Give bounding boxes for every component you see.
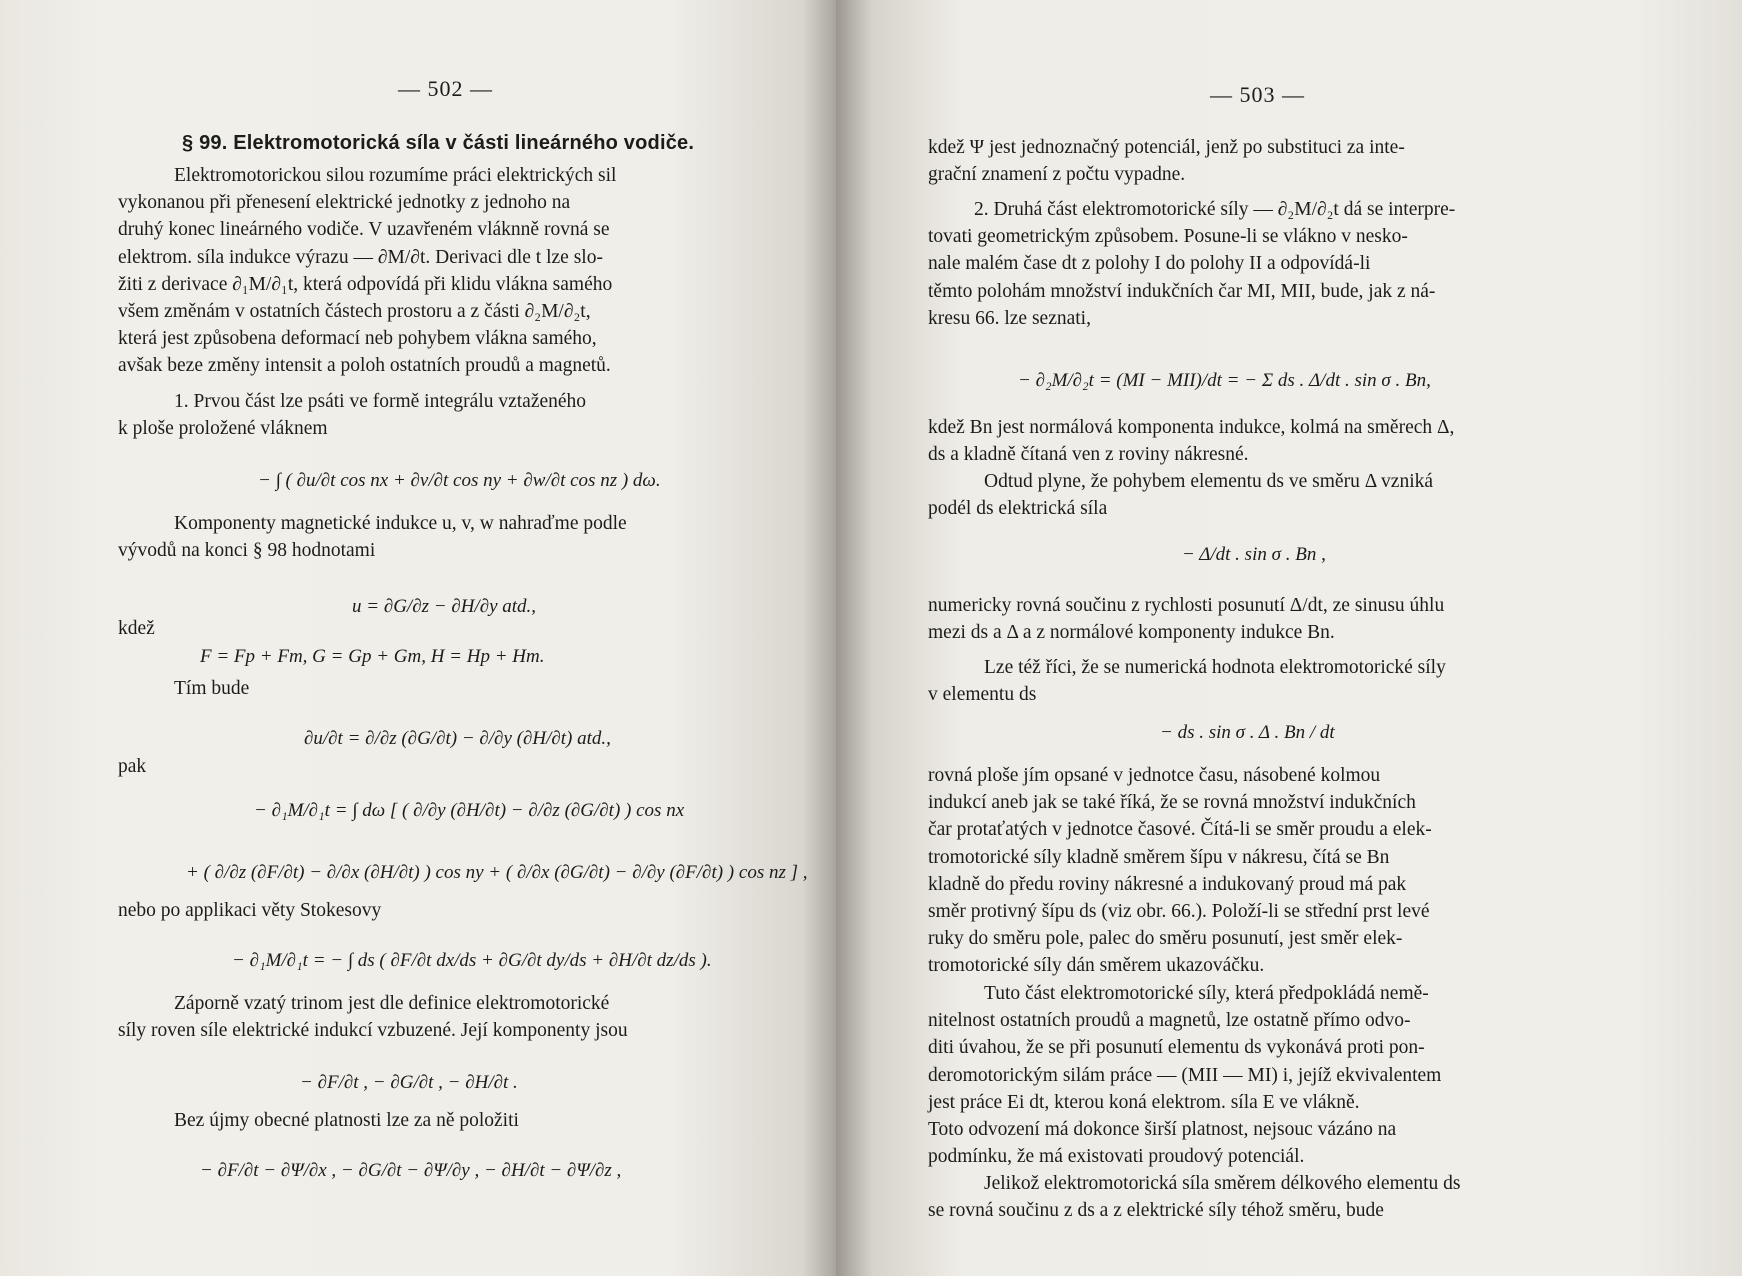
paragraph-8 [928,980,1628,1170]
text-line: Komponenty magnetické indukce u, v, w nahraďme podle [174,513,627,534]
paragraph-5 [928,592,1628,646]
section-heading: § 99. Elektromotorická síla v části lineárného vodiče. [182,132,695,154]
text-line: jest práce Ei dt, kterou koná elektrom. síla E ve vlákně. [928,1091,1360,1113]
first-part-paragraph [118,388,770,442]
equation-1: − ∫ ( ∂u/∂t cos nx + ∂v/∂t cos ny + ∂w/∂t cos nz ) dω. [258,470,661,491]
text-line: grační znamení z počtu vypadne. [928,164,1186,186]
text-line: Odtud plyne, že pohybem elementu ds ve směru Δ vzniká [984,471,1434,492]
equation-11: − ds . sin σ . Δ . Bn / dt [1160,722,1335,743]
text-line: avšak beze změny intensit a poloh ostatních proudů a magnetů. [118,355,611,377]
equation-2: u = ∂G/∂z − ∂H/∂y atd., [352,596,537,617]
text-line: podmínku, že má existovati proudový potenciál. [928,1146,1305,1168]
text-stokes: nebo po applikaci věty Stokesovy [118,900,382,921]
text-line: žiti z derivace ∂₁M/∂₁t, která odpovídá při klidu vlákna samého [118,273,613,295]
equation-5b: + ( ∂/∂z (∂F/∂t) − ∂/∂x (∂H/∂t) ) cos ny + ( ∂/∂x (∂G/∂t) − ∂/∂y (∂F/∂t) ) cos nz ] , [186,862,808,883]
text-line: k ploše proložené vláknem [118,418,328,440]
text-line: diti úvahou, že se při posunutí elementu ds vykonává proti pon- [928,1037,1425,1059]
text-line: Tuto část elektromotorické síly, která předpokládá nemě- [984,983,1429,1004]
text-line: tromotorické síly kladně směrem šípu v nákresu, čítá se Bn [928,846,1390,868]
paragraph-4 [928,468,1628,522]
equation-5a: − ∂₁M/∂₁t = ∫ dω [ ( ∂/∂y (∂H/∂t) − ∂/∂z (∂G/∂t) ) cos nx [254,800,685,821]
text-line: vývodů na konci § 98 hodnotami [118,540,376,562]
text-line: 1. Prvou část lze psáti ve formě integrálu vztaženého [174,391,587,412]
text-line: deromotorickým silám práce — (MII — MI) i, jejíž ekvivalentem [928,1064,1442,1086]
text-line: Jelikož elektromotorická síla směrem délkového elementu ds [984,1173,1461,1194]
equation-3: F = Fp + Fm, G = Gp + Gm, H = Hp + Hm. [200,646,545,667]
equation-8: − ∂F/∂t − ∂Ψ/∂x , − ∂G/∂t − ∂Ψ/∂y , − ∂H/∂t − ∂Ψ/∂z , [200,1160,622,1181]
negative-paragraph [118,990,770,1044]
paragraph-6 [928,654,1628,708]
text-line: tromotorické síly dán směrem ukazováčku. [928,955,1265,977]
text-line: kresu 66. lze seznati, [928,307,1091,329]
equation-4: ∂u/∂t = ∂/∂z (∂G/∂t) − ∂/∂y (∂H/∂t) atd., [304,728,611,749]
text-line: Elektromotorickou silou rozumíme práci elektrických sil [174,165,617,186]
page-number: — 503 — [1210,82,1305,107]
components-paragraph [118,510,770,564]
text-line: 2. Druhá část elektromotorické síly — ∂₂M/∂₂t dá se interpre- [974,199,1456,220]
text-line: která jest způsobena deformací neb pohybem vlákna samého, [118,328,597,350]
text-line: těmto polohám množství indukčních čar MI, MII, bude, jak z ná- [928,280,1436,302]
text-line: kdež Bn jest normálová komponenta indukce, kolmá na směrech Δ, [928,417,1455,438]
text-line: tovati geometrickým způsobem. Posune-li se vlákno v nesko- [928,226,1408,248]
word-kdez: kdež [118,618,155,639]
text-line: podél ds elektrická síla [928,498,1108,520]
text-line: indukcí aneb jak se také říká, že se rovná množství indukčních [928,792,1416,814]
text-line: elektrom. síla indukce výrazu — ∂M/∂t. Derivaci dle t lze slo- [118,246,603,268]
text-line: mezi ds a Δ a z normálové komponenty indukce Bn. [928,622,1335,644]
text-line: v elementu ds [928,684,1037,706]
text-without: Bez újmy obecné platnosti lze za ně položiti [174,1110,519,1131]
equation-9: − ∂₂M/∂₂t = (MI − MII)/dt = − Σ ds . Δ/dt . sin σ . Bn, [1018,370,1431,391]
text-line: rovná ploše jím opsané v jednotce času, násobené kolmou [928,765,1381,786]
equation-10: − Δ/dt . sin σ . Bn , [1182,544,1326,565]
text-line: síly roven síle elektrické indukcí vzbuzené. Její komponenty jsou [118,1020,628,1042]
paragraph-7 [928,762,1628,980]
paragraph-3 [928,414,1628,468]
text-line: kdež Ψ jest jednoznačný potenciál, jenž po substituci za inte- [928,137,1405,158]
text-line: ruky do směru pole, palec do směru posunutí, jest směr elek- [928,928,1403,950]
text-line: směr protivný šípu ds (viz obr. 66.). Položí-li se střední prst levé [928,901,1430,923]
page-number: — 502 — [398,76,493,101]
paragraph-9 [928,1170,1628,1224]
equation-7: − ∂F/∂t , − ∂G/∂t , − ∂H/∂t . [300,1072,518,1093]
text-line: Záporně vzatý trinom jest dle definice elektromotorické [174,993,610,1014]
text-line: vykonanou při přenesení elektrické jednotky z jednoho na [118,192,571,214]
paragraph-1 [928,134,1628,188]
text-line: numericky rovná součinu z rychlosti posunutí Δ/dt, ze sinusu úhlu [928,595,1445,616]
text-line: Lze též říci, že se numerická hodnota elektromotorické síly [984,657,1446,678]
text-line: nitelnost ostatních proudů a magnetů, lze ostatně přímo odvo- [928,1010,1411,1032]
text-line: Toto odvození má dokonce širší platnost, nejsouc vázáno na [928,1119,1397,1141]
text-line: se rovná součinu z ds a z elektrické síly téhož směru, bude [928,1200,1384,1222]
intro-paragraph [118,162,770,380]
right-page [836,0,1742,1276]
left-page [0,0,836,1276]
word-pak: pak [118,756,147,777]
text-line: nale malém čase dt z polohy I do polohy II a odpovídá-li [928,253,1371,275]
text-line: kladně do předu roviny nákresné a indukovaný proud má pak [928,873,1407,895]
equation-6: − ∂₁M/∂₁t = − ∫ ds ( ∂F/∂t dx/ds + ∂G/∂t dy/ds + ∂H/∂t dz/ds ). [232,950,712,971]
text-line: druhý konec lineárného vodiče. V uzavřeném vláknně rovná se [118,219,610,241]
text-tim-bude: Tím bude [174,678,250,699]
text-line: ds a kladně čítaná ven z roviny nákresné. [928,444,1249,466]
paragraph-2 [928,196,1628,332]
text-line: čar protaťatých v jednotce časové. Čítá-li se směr proudu a elek- [928,819,1432,841]
text-line: všem změnám v ostatních částech prostoru a z části ∂₂M/∂₂t, [118,301,591,323]
